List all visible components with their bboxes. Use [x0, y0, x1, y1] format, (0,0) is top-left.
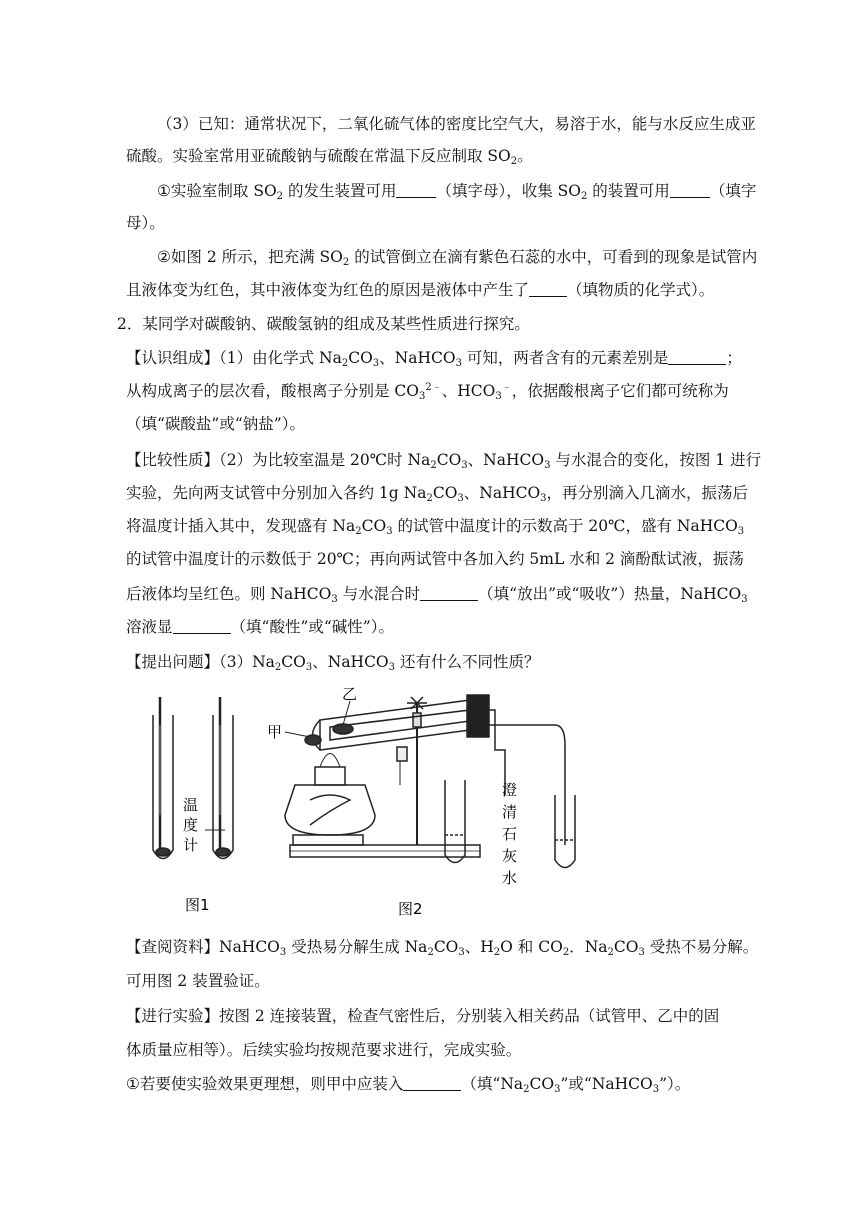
q3-sub-1-cont: 母）。	[126, 214, 165, 232]
tube-a-label: 甲	[267, 723, 283, 741]
experiment-line-3: ①若要使实验效果更理想，则甲中应装入 （填“$Na_2CO_3$”或“NaHCO$_3$”）。	[126, 1075, 691, 1095]
rubber-stopper	[467, 695, 489, 737]
thermometer-label-1: 温	[183, 796, 199, 814]
experiment-line-1: 【进行实验】按图 2 连接装置，检查气密性后，分别装入相关药品（试管甲、乙中的固	[126, 1007, 720, 1025]
thermometer-label-3: 计	[183, 836, 199, 854]
q3-line-1: （3）已知：通常状况下，二氧化硫气体的密度比空气大，易溶于水，能与水反应生成亚	[157, 115, 756, 133]
q3-sub-2-cont: 且液体变为红色，其中液体变为红色的原因是液体中产生了 （填物质的化学式）。	[126, 281, 715, 299]
compare-line-2: 实验，先向两支试管中分别加入各约 1g $Na_2CO_3$、NaHCO$_3$，再分别滴入几滴水，振荡后	[126, 484, 749, 504]
composition-line-1: 【认识组成】（1）由化学式 $Na_2CO_3$、NaHCO$_3$ 可知，两者含有的元素差别是 ；	[126, 349, 742, 369]
alcohol-lamp	[285, 785, 375, 835]
figure-1	[153, 697, 233, 859]
limewater-label-1: 澄	[502, 781, 518, 799]
figure-2	[285, 695, 575, 868]
reference-line-1: 【查阅资料】NaHCO$_3$ 受热易分解生成 $Na_2CO_3$、$H_2O$ 和 $CO_2$．$Na_2CO_3$ 受热不易分解。	[126, 938, 759, 958]
compare-line-4: 的试管中温度计的示数低于 20℃；再向两试管中各加入约 5mL 水和 2 滴酚酞试液，振荡	[126, 550, 744, 568]
compare-line-3: 将温度计插入其中，发现盛有 $Na_2CO_3$ 的试管中温度计的示数高于 20℃，盛有 NaHCO$_3$	[126, 517, 745, 537]
limewater-label-5: 水	[502, 869, 518, 887]
answer-blank[interactable]	[396, 181, 436, 198]
reference-line-2: 可用图 2 装置验证。	[126, 972, 270, 990]
limewater-tube-left	[445, 780, 465, 863]
experiment-figures	[145, 685, 745, 925]
answer-blank[interactable]	[173, 617, 231, 634]
lamp-stand	[293, 835, 363, 845]
composition-line-3: （填“碳酸盐”或“钠盐”）。	[126, 415, 305, 433]
compare-line-1: 【比较性质】（2）为比较室温是 20℃时 $Na_2CO_3$、NaHCO$_3$ 与水混合的变化，按图 1 进行	[126, 451, 762, 471]
figure-1-label: 图1	[185, 896, 210, 914]
test-tube-right	[213, 715, 233, 859]
test-tube-left	[153, 715, 173, 859]
thermometer-label-2: 度	[183, 816, 199, 834]
compare-line-6: 溶液显 （填“酸性”或“碱性”）。	[126, 618, 394, 636]
limewater-label-4: 灰	[502, 847, 518, 865]
compare-line-5: 后液体均呈红色。则 NaHCO$_3$ 与水混合时 （填“放出”或“吸收”）热量，NaHCO$_3$	[126, 585, 748, 605]
answer-blank[interactable]	[529, 280, 567, 297]
inner-test-tube	[330, 710, 470, 740]
lamp-neck	[315, 767, 345, 785]
q2-title: 2．某同学对碳酸钠、碳酸氢钠的组成及某些性质进行探究。	[117, 315, 530, 333]
delivery-tube-right	[489, 725, 565, 845]
q3-line-2: 硫酸。实验室常用亚硫酸钠与硫酸在常温下反应制取 $SO_2$。	[126, 147, 533, 167]
question-line: 【提出问题】$(3)Na_2CO_3$、NaHCO$_3$ 还有什么不同性质？	[126, 653, 540, 673]
tube-b-label: 乙	[342, 685, 358, 703]
limewater-label-2: 清	[502, 803, 518, 821]
answer-blank[interactable]	[670, 181, 710, 198]
q3-sub-2: ②如图 2 所示，把充满 $SO_2$ 的试管倒立在滴有紫色石蕊的水中，可看到的现象是试管内	[157, 248, 758, 268]
sample-left	[156, 848, 170, 856]
sample-right	[216, 848, 230, 856]
solid-sample-b	[333, 724, 353, 734]
answer-blank[interactable]	[668, 348, 726, 365]
limewater-label-3: 石	[502, 825, 518, 843]
answer-blank[interactable]	[403, 1074, 461, 1091]
q3-sub-1: ①实验室制取 $SO_2$ 的发生装置可用 （填字母），收集 $SO_2$ 的装置可用 （填字	[157, 182, 757, 202]
figure-2-label: 图2	[398, 900, 423, 918]
composition-line-2: 从构成离子的层次看，酸根离子分别是 $CO_3^{2﹣}$、$HCO_3^﹣$，依据酸根离子它们都可统称为	[126, 382, 729, 402]
answer-blank[interactable]	[420, 584, 478, 601]
experiment-line-2: 体质量应相等）。后续实验均按规范要求进行，完成实验。	[126, 1041, 522, 1059]
